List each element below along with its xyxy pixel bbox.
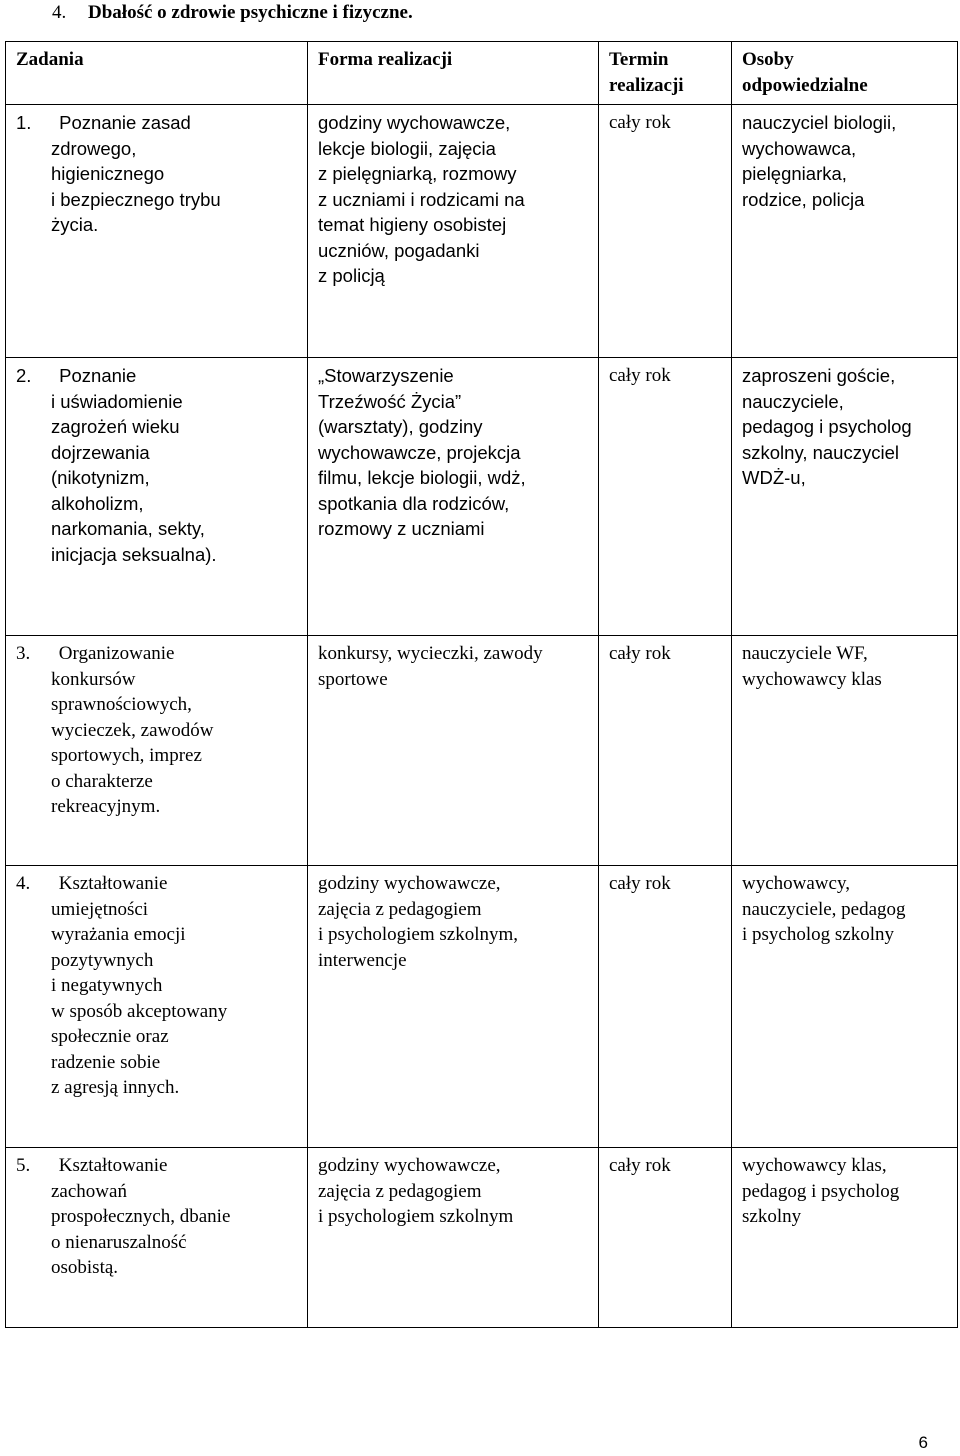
page-number: 6 [918,1433,928,1452]
responsible-cell: wychowawcy, nauczyciele, pedagog i psycholog szkolny [732,866,958,1148]
responsible-cell: nauczyciele WF, wychowawcy klas [732,636,958,866]
header-term: Termin realizacji [599,42,732,105]
responsible-cell: nauczyciel biologii, wychowawca, pielęgniarka, rodzice, policja [732,105,958,358]
task-cell: 4. Kształtowanie umiejętności wyrażania emocji pozytywnych i negatywnych w sposób akceptowany społecznie oraz radzenie sobie z agresją innych. [6,866,308,1148]
term-cell: cały rok [599,866,732,1148]
term-cell: cały rok [599,636,732,866]
form-cell: konkursy, wycieczki, zawody sportowe [308,636,599,866]
table-header-row [6,42,958,105]
table-row [6,1148,958,1328]
header-form: Forma realizacji [308,42,599,105]
section-number: 4. [52,2,67,23]
section-heading [52,0,413,25]
form-cell: godziny wychowawcze, zajęcia z pedagogiem i psychologiem szkolnym [308,1148,599,1328]
task-cell: 3. Organizowanie konkursów sprawnościowych, wycieczek, zawodów sportowych, imprez o charakterze rekreacyjnym. [6,636,308,866]
section-title: Dbałość o zdrowie psychiczne i fizyczne. [88,2,413,23]
form-cell: godziny wychowawcze, zajęcia z pedagogiem i psychologiem szkolnym, interwencje [308,866,599,1148]
term-cell: cały rok [599,105,732,358]
table-row [6,866,958,1148]
form-cell: godziny wychowawcze, lekcje biologii, zajęcia z pielęgniarką, rozmowy z uczniami i rodzicami na temat higieny osobistej uczniów, pogadanki z policją [308,105,599,358]
responsible-cell: zaproszeni goście, nauczyciele, pedagog i psycholog szkolny, nauczyciel WDŻ-u, [732,358,958,636]
task-cell: 1. Poznanie zasad zdrowego, higienicznego i bezpiecznego trybu życia. [6,105,308,358]
form-cell: „Stowarzyszenie Trzeźwość Życia” (warsztaty), godziny wychowawcze, projekcja filmu, lekcje biologii, wdż, spotkania dla rodziców, rozmowy z uczniami [308,358,599,636]
table-row [6,636,958,866]
tasks-table [5,41,958,1328]
header-tasks: Zadania [6,42,308,105]
task-cell: 2. Poznanie i uświadomienie zagrożeń wieku dojrzewania (nikotynizm, alkoholizm, narkomania, sekty, inicjacja seksualna). [6,358,308,636]
responsible-cell: wychowawcy klas, pedagog i psycholog szkolny [732,1148,958,1328]
task-cell: 5. Kształtowanie zachowań prospołecznych, dbanie o nienaruszalność osobistą. [6,1148,308,1328]
term-cell: cały rok [599,1148,732,1328]
table-row [6,105,958,358]
term-cell: cały rok [599,358,732,636]
header-responsible: Osoby odpowiedzialne [732,42,958,105]
table-row [6,358,958,636]
